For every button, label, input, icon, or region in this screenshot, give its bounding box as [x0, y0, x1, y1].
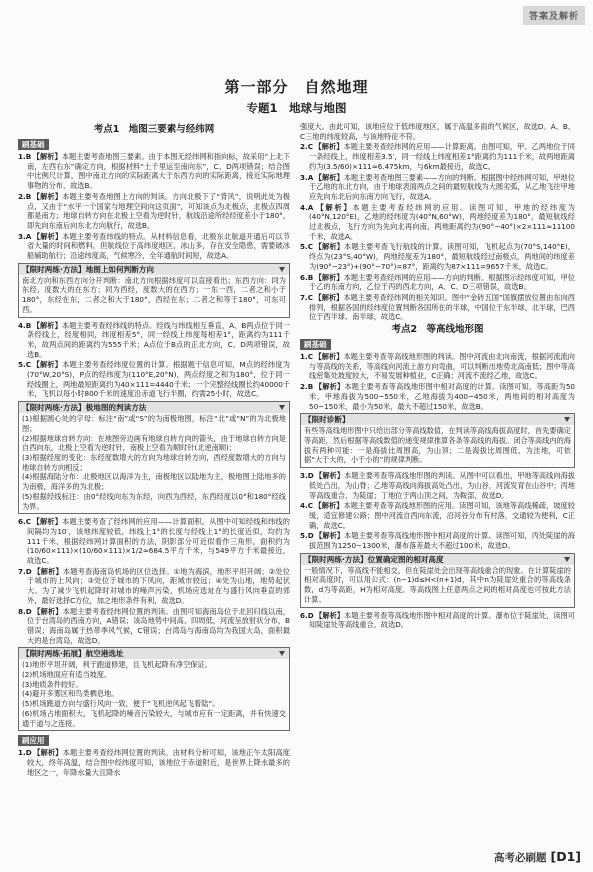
method-box-title	[19, 264, 289, 275]
answer-text: 本题主要考查经纬网位置的判读。由图可知海南岛位于北回归线以南，位于台湾岛的西南方向，A错误；该岛地势中间高、四周低，河流呈放射状分布，B错误；海南岛属于热带季风气候，C错误；台湾岛与海南岛均为我国大岛，面积最大的是台湾岛，故选D。	[27, 606, 290, 645]
triangle-marker-icon	[279, 651, 285, 656]
method-box-line: (5)根据经线标注：由0°经线向东为东经，向西为西经，东西经度以0°和180°经线为界。	[22, 491, 286, 511]
analysis-label: 【解析】	[315, 471, 345, 481]
method-box-title-text: 【限时两练·方法】地图上如何判断方向	[22, 264, 154, 274]
analysis-label: 【解析】	[32, 231, 63, 241]
method-box-line: (2)机场地面应有适当坡度。	[22, 670, 112, 680]
method-box-body	[19, 659, 289, 730]
analysis-label: 【解析】	[314, 142, 344, 152]
practice-tag: 刷基础	[18, 139, 49, 150]
diagnosis-box-body	[301, 425, 574, 467]
answer-text: 本题主要考查等高线地形图中相对高度的计算。瀑布位于陡崖处，读图可知陡崖处等高线重合，故选D。	[309, 610, 575, 630]
answer-item	[18, 152, 290, 191]
method-box-title	[19, 402, 289, 413]
method-box-body	[301, 565, 574, 607]
answer-item	[300, 273, 575, 292]
analysis-label: 【解析】	[314, 501, 344, 511]
method-box-line: (4)避开多雾区和鸟类栖息地。	[22, 689, 119, 699]
analysis-label: 【解析】	[32, 517, 63, 527]
answer-item	[300, 203, 575, 242]
method-box-title-text: 【限时两练·方法】极地图的判读方法	[22, 403, 147, 413]
analysis-label: 【解析】	[314, 242, 345, 252]
diagnosis-box	[300, 413, 575, 468]
triangle-marker-icon	[564, 417, 570, 422]
answer-number: 7.C	[300, 292, 314, 302]
method-box-body	[19, 413, 289, 513]
answer-number: 4.A	[300, 202, 314, 212]
analysis-label: 【解析】	[32, 152, 62, 161]
answer-text: 本题主要考查经纬网位置的判读。由材料分析可知，该地正午太阳高度较大，终年高温，结合图中经纬度可知，该地位于赤道附近，是世界上降水最多的地区之一，年降水量大且降水	[27, 748, 290, 777]
answer-number: 6.D	[300, 610, 314, 620]
method-box-title-text: 【限时两练·拓展】航空港选址	[22, 649, 124, 659]
method-box-line: (6)机场占地面积大，飞机起降的噪音污染较大，与城市应有一定距离，并有快速交通干道与之连接。	[22, 708, 286, 728]
answer-number: 5.C	[300, 242, 314, 252]
page-footer	[494, 849, 581, 865]
diagnosis-box-title	[301, 414, 574, 425]
answer-text: 本题主要考查经纬度位置的计算。根据题干信息可知，M点的经纬度为(70°W,20°S)，P点的经纬度为(110°E,20°N)，两点经度之和为180°，位于同一经线圈上，两地最短距离约为40×111=4440千米；一个完整经线圈长约40000千米，飞机以每小时800千米的速度沿赤道飞行半圈，约需25小时，故选C。	[27, 360, 290, 399]
answer-text: 本题主要考查等高线地形图的判读。图中河流由北向南流，根据河流流向与等高线的关系，等高线向河流上游方向弯曲，可以判断出地势北高南低；图中等高线密集处坡度较大，不易发展种植业，C正确；河流不流经乙地，故选C。	[309, 352, 575, 381]
answer-number: 6.C	[18, 517, 32, 527]
part-title: 第一部分 自然地理	[224, 78, 369, 96]
triangle-marker-icon	[279, 267, 285, 272]
answer-item	[300, 611, 575, 630]
answer-item	[18, 360, 290, 399]
answer-item	[18, 567, 290, 606]
answer-continuation: 强度大。由此可知，该地应位于低纬度地区，属于高温多雨的气候区，故选D。A、B、C三地的纬度较高，与该地特征不符。	[300, 122, 575, 141]
section-heading: 考点2 等高线地形图	[391, 324, 484, 336]
left-column	[18, 122, 290, 846]
analysis-label: 【解析】	[314, 172, 344, 182]
right-column	[300, 122, 575, 846]
answer-number: 3.A	[300, 172, 314, 182]
method-box-line: (1)地形平坦开阔，利于跑道修建，且飞机起降有净空保证。	[22, 660, 212, 670]
analysis-label: 【解析】	[315, 531, 345, 541]
answer-number: 7.D	[18, 566, 32, 576]
answer-item	[18, 517, 290, 566]
answer-item	[18, 192, 290, 231]
method-box	[18, 647, 290, 731]
answer-item	[18, 232, 290, 261]
answer-number: 2.B	[18, 191, 32, 201]
analysis-label: 【解析】	[314, 292, 344, 302]
answer-item	[300, 501, 575, 530]
answer-item	[300, 173, 575, 202]
analysis-label: 【解析】	[315, 610, 345, 620]
answer-text: 本题考查海南岛机场的区位选择。①地为海滨，地形平坦开阔；②处位于城市的上风向；③处位于城市的下风向，距城市较远；④处为山地，地势起伏大。为了减少飞机起降时对城市的噪声污染，机场应选址在与盛行风向垂直的郊外，最好选择C方位，加之地形条件有利，故选D。	[27, 566, 290, 605]
diagnosis-box-text: 有些等高线地形图中只给出部分等高线数值，在判读等高线海拔高度时，首先要确定等高距，然后根据等高线数值的递变规律推算各条等高线的海拔。闭合等高线内的海拔有两种可能：一是海拔比周围高，为山顶；二是海拔比周围低，为洼地，可依据“大于大的，小于小的”的规律判断。	[304, 426, 571, 465]
answer-item	[300, 242, 575, 271]
diagnosis-box-title-text: 【限时诊断】	[304, 415, 350, 425]
answer-text: 本题主要考查经纬网的应用。读图可知，甲地的经纬度为(40°N,120°E)，乙地的经纬度为(40°N,60°W)，两地经度差为180°，最短航线经过北极点，飞行方向为先向北再向南，两地距离约为(90°−40°)×2×111≈11100千米，故选A。	[309, 202, 575, 241]
analysis-label: 【解析】	[314, 352, 344, 362]
answer-item	[18, 607, 290, 646]
method-box-line: (4)根据海陆分布：北极地区以海洋为主，南极地区以陆地为主，极地图上陆地多的为南极，海洋多的为北极；	[22, 472, 286, 492]
method-box-line: (3)地质条件较好。	[22, 679, 83, 689]
answer-number: 3.A	[18, 231, 32, 241]
answer-item	[18, 321, 290, 360]
answer-text: 本题主要考查经纬网的相关知识。图中“金砖五国”国旗摆放位置由东向西排列，根据各国的经纬度位置判断各国所在的半球，中国位于东半球、北半球，巴西位于西半球、南半球，故选C。	[309, 292, 575, 322]
answer-number: 4.B	[18, 320, 32, 330]
analysis-label: 【解析】	[32, 320, 62, 330]
answer-item	[300, 471, 575, 500]
analysis-label: 【解析】	[32, 360, 63, 370]
answer-section-tab: 答案及解析	[523, 6, 585, 25]
analysis-label: 【解析】	[33, 566, 63, 576]
analysis-label: 【解析】	[314, 272, 344, 282]
answer-number: 2.B	[300, 382, 314, 392]
analysis-label: 【解析】	[32, 191, 63, 201]
analysis-label: 【解析】	[314, 382, 345, 392]
answer-text: 本题主要考查了经纬网的应用——计算面积。从图中可知经线和纬线的间隔均为10′，该地纬度较低，纬线上1°的长度与经线上1°的长度近似，均约为111千米，根据经纬网计算面积的方法，阴影部分可近似看作三角形，面积约为(10/60×111)×(10/60×111)×1/2≈684.5平方千米，与549平方千米最接近，故选C。	[27, 517, 290, 566]
answer-number: 1.D	[18, 748, 32, 758]
answer-item	[300, 531, 575, 550]
triangle-marker-icon	[279, 405, 285, 410]
topic-title: 专题1 地球与地图	[246, 101, 347, 115]
answer-text: 本题主要考查纬线的特点。从材料信息看，北极东北航道开通后可以节省大量的时间和燃料，但航线位于高纬度地区，冰山多，存在安全隐患，需要破冰船辅助航行；沿途纬度高，气候寒冷，全年通航时间短，故选A。	[27, 231, 290, 261]
answer-item	[300, 382, 575, 411]
answer-text: 本题主要考查经纬线的特点。经线与纬线相互垂直，A、B两点位于同一条经线上，经度相同，纬度相差5°，同一经线上纬度每相差1°，距离约为111千米，故两点间的距离约为555千米；A点位于B点的正北方向，C、D两项错误，故选B。	[27, 320, 290, 359]
practice-tag: 刷基础	[300, 339, 331, 350]
answer-number: 1.C	[300, 352, 314, 362]
method-box-text: 一般情况下，等高线不能相交，但在陡崖处会出现等高线重合的现象。在计算陡崖的相对高度时，可以用公式：(n−1)d≤H<(n+1)d，其中n为陡崖处重合的等高线条数，d为等高距，H为相对高度。等高线图上任意两点之间的相对高度也可按此方法计算。	[304, 565, 571, 604]
answer-number: 3.D	[300, 471, 314, 481]
answer-text: 本题主要考查等高线地形图的判读。从图中可以看出，甲地等高线向海拔低处凸出，为山脊；乙地等高线向海拔高处凸出，为山谷，河流发育在山谷中；丙地等高线重合，为陡崖；丁地位于两山顶之间，为鞍部，故选D。	[309, 471, 575, 500]
book-title: 高考必刷题	[494, 852, 547, 864]
answer-item	[18, 748, 290, 777]
method-box-line: (2)根据地球自转方向：在地图旁边画有地球自转方向的箭头，由于地球自转方向是自西向东，北极上空看为逆时针，南极上空看为顺时针(北逆南顺)；	[22, 433, 286, 453]
method-box-title-text: 【限时两练·方法】位置确定图的相对高度	[304, 554, 444, 564]
method-box-title	[301, 554, 574, 565]
analysis-label: 【解析】	[33, 748, 63, 758]
answer-text: 本题主要考查等高线地形图的应用。读图可知，该地等高线稀疏，坡度较缓，适宜修建公路；图中河流自西向东流，沿河谷分布有村落，交通较为便利，C正确，故选C。	[309, 501, 575, 530]
page-number: [D1]	[550, 849, 581, 864]
answer-number: 4.C	[300, 501, 314, 511]
answer-item	[300, 352, 575, 381]
answer-number: 5.D	[300, 531, 314, 541]
method-box-text: 南北方向和东西方向分开判断：南北方向根据纬度可以直接看出；东西方向：同为东经，度数大的在东方；同为西经，度数大的在西方；一东一西，二者之和小于180°，东经在东，二者之和大于180°，西经在东；二者之和等于180°，可东可西。	[22, 275, 286, 314]
answer-text: 本题主要考查飞行航线的计算。读图可知，飞机起点为(70°S,140°E)，终点为(23°S,40°W)，两地经度差为180°，最短航线经过南极点，两地间的纬度差为(90°−23°)+(90°−70°)=87°，距离约为87×111=9657千米，故选C。	[309, 242, 575, 271]
analysis-label: 【解析】	[314, 202, 353, 212]
method-box-title	[19, 648, 289, 659]
answer-number: 8.D	[18, 606, 32, 616]
answer-number: 5.C	[18, 360, 32, 370]
method-box-line: (3)根据经度的变化：东经度数增大的方向为地球自转方向，西经度数增大的方向与地球自转方向相反；	[22, 452, 286, 472]
answer-text: 本题主要考查地图三要素——方向的判断。根据图中经纬网可知，甲地位于乙地的东北方向，由于地球表面两点之间的最短航线为大圆劣弧，从乙地飞往甲地应先向东北后向东南方向飞行，故选A。	[309, 172, 575, 201]
answer-number: 2.C	[300, 142, 314, 152]
analysis-label: 【解析】	[33, 606, 63, 616]
method-box	[18, 401, 290, 514]
method-box-body	[19, 275, 289, 317]
triangle-marker-icon	[564, 557, 570, 562]
answer-item	[300, 293, 575, 322]
answer-text: 本题主要考查地图上方向的判读。方向北极下了“背风”，说明此处为极点，又由于“水平一个国家与地理空间向这页面”，可知该点为北极点，北极点四周都是南方；地球自转方向在北极上空看为逆时针，航线沿途所经经度差小于180°，即先向东南后向东北方向航行，故选B。	[27, 191, 290, 230]
answer-item	[300, 142, 575, 171]
practice-tag: 刷应用	[18, 735, 49, 746]
answer-text: 本题主要考查经纬网的应用——方向的判断。根据图示经纬度可知，甲位于乙的东南方向，乙位于丙的西北方向，A、C、D三项错误，故选B。	[309, 272, 575, 292]
answer-text: 本题主要考查地图三要素。由于本图无经纬网和指向标，故采用“上北下南，左西右东”确定方向，根据材料“土千里运至南向东”，C、D两项错误；结合图中比例尺计算，图中南北方向的实际距离大于东西方向的实际距离，接近实际地理事物的分布，故选B。	[27, 152, 290, 191]
answer-text: 本题主要考查经纬网的应用——计算距离。由图可知，甲、乙两地位于同一条经线上，纬度相差3.5′，同一经线上纬度相差1°距离约为111千米，故两地距离约为(3.5/60)×111≈6.475km，与6km最接近，故选C。	[309, 142, 575, 171]
method-box-line: (5)机场跑道方向与盛行风向一致，便于“飞机逆风起飞着陆”。	[22, 699, 220, 709]
method-box	[300, 553, 575, 608]
answer-text: 本题主要考查等高线地形图中相对高度的计算。读图可知，丙处陡崖的海拔范围为1250~1300米，瀑布落差最大不超过100米，故选D。	[309, 531, 575, 551]
method-box	[18, 263, 290, 318]
answer-text: 本题主要考查等高线地形图中相对高度的计算。读图可知，等高距为50米，甲地海拔为500~550米，乙地海拔为400~450米，两地间的相对高度为50~150米，最小为50米，最大不超过150米，故选B。	[309, 382, 575, 411]
section-heading: 考点1 地图三要素与经纬网	[93, 124, 215, 135]
answer-number: 1.B	[18, 152, 32, 161]
method-box-line: (1)根据圆心处的字母：标注“南”或“S”的为南极地图，标注“北”或“N”的为北极地图；	[22, 414, 286, 433]
answer-number: 6.B	[300, 272, 314, 282]
